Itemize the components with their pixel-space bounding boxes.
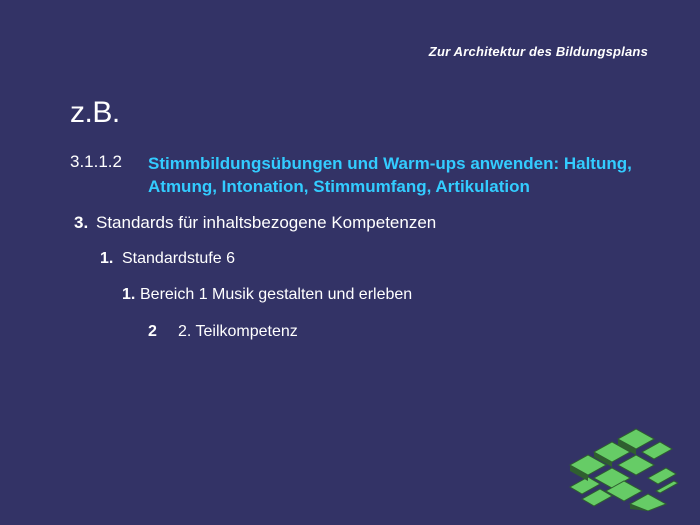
list-item-number: 3. <box>74 212 89 232</box>
list-item <box>70 152 670 199</box>
list-item-number: 2 <box>148 322 157 340</box>
list-item-label: Standardstufe 6 <box>122 249 235 267</box>
list-item-label: Standards für inhaltsbezogene Kompetenzen <box>96 212 437 232</box>
list-item <box>70 213 670 233</box>
list-item-label: 2. Teilkompetenz <box>178 322 298 340</box>
list-item <box>70 250 670 268</box>
list-item-number: 3.1.1.2 <box>70 152 122 171</box>
slide-header-note: Zur Architektur des Bildungsplans <box>428 44 648 59</box>
list-item-number: 1. <box>122 285 136 303</box>
list-item-number: 1. <box>100 249 114 267</box>
list-item-label: Bereich 1 Musik gestalten und erleben <box>140 285 413 303</box>
outline-list <box>70 152 670 341</box>
green-maze-cube-logo-icon <box>560 425 678 511</box>
list-item-label: Stimmbildungsübungen und Warm-ups anwenden: Haltung, Atmung, Intonation, Stimmumfang, Artikulation <box>148 154 632 197</box>
list-item <box>70 286 670 304</box>
list-item <box>70 323 670 341</box>
page-title: z.B. <box>70 96 120 129</box>
